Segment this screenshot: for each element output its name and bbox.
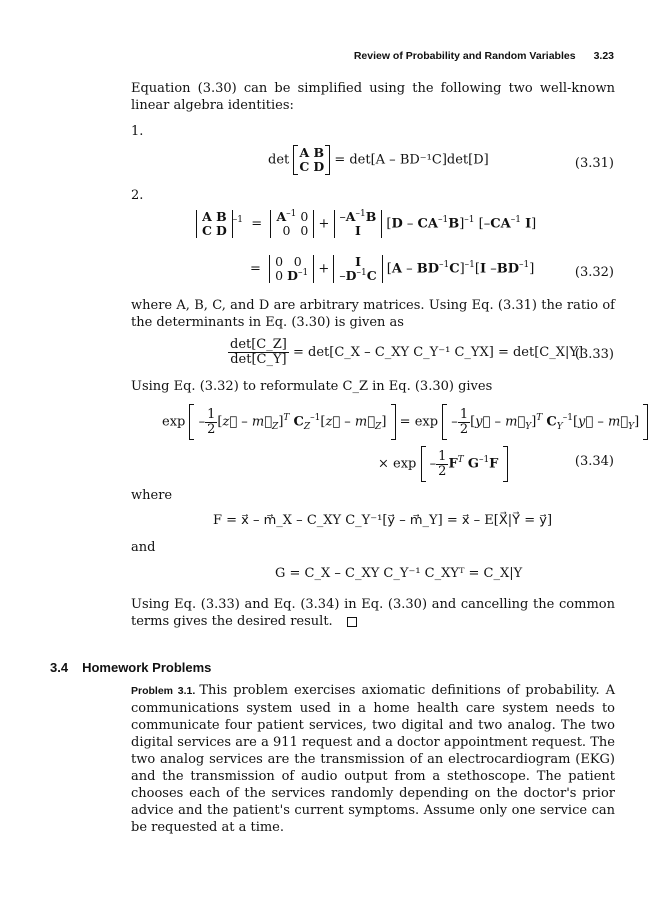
equation-3-33 (228, 338, 583, 367)
eqno-3-32: (3.32) (574, 265, 614, 280)
equation-3-34-line1: exp – $\frac{1}{2}$ [z⃗ – $m⃗_Z]^T$ $C_Z^{-1}[z⃗$ – $m⃗_Z] = \exp$ – $\frac{1}{2}$ [y⃗ – $m⃗_Y]^T$ $C_Y^{-1}[y⃗$ – $m⃗_Y$] (162, 404, 648, 440)
paragraph-conclusion (131, 596, 615, 630)
paragraph-reformulate: Using Eq. (3.32) to reformulate C_Z in Eq. (3.30) gives (131, 379, 493, 394)
conclusion-text: Using Eq. (3.33) and Eq. (3.34) in Eq. (3.30) and cancelling the common terms gives the desired result. (131, 597, 615, 629)
eq333-denominator: det[C_Y] (230, 352, 287, 367)
problem-label: Problem 3.1. (131, 685, 196, 697)
eqno-3-33: (3.33) (574, 347, 614, 362)
section-heading (50, 660, 211, 675)
equation-3-32-line1: A B C $D^{-1} = A^{-1}$ 0 0 $0 + -A^{-1}B$ I $[D - CA^{-1}B]^{-1}$ [$-CA^{-1}$ I] (196, 210, 536, 238)
problem-text: This problem exercises axiomatic definitions of probability. A communications system used in a home health care system needs to communicate four patient services, two digital and two analog. The two digital services are a 911 request and a doctor appointment request. The two analog services are the transmission of an electrocardiogram (EKG) and the transmission of audio output from a stethoscope. The patient chooses each of the services randomly depending on the doctor's prior advice and the patient's current symptoms. Assume only one service can be requested at a time. (131, 683, 615, 835)
equation-3-32-line2: = 0 0 0 $D^{-1} + I$ $-D^{-1}C$ $[A - BD^{-1}C]^{-1}[I$ $-BD^{-1}$] (250, 254, 535, 283)
intro-paragraph: Equation (3.30) can be simplified using the following two well-known linear algebra identities: (131, 81, 615, 113)
text-and: and (131, 540, 156, 555)
item-1-label: 1. (131, 124, 144, 139)
eq331-rhs: = det[A – BD⁻¹C]det[D] (334, 152, 489, 168)
equation-G: G = C_X – C_XY C_Y⁻¹ C_XYᵀ = C_X|Y (275, 566, 523, 581)
problem-3-1 (131, 682, 615, 836)
qed-box-icon (347, 617, 357, 627)
eqno-3-31: (3.31) (574, 156, 614, 171)
running-header (354, 50, 614, 62)
eqno-3-34: (3.34) (574, 454, 614, 469)
page-number: 3.23 (593, 50, 614, 62)
paragraph-where-abcd: where A, B, C, and D are arbitrary matrices. Using Eq. (3.31) the ratio of the determinants in Eq. (3.30) is given as (131, 298, 615, 330)
eq333-rhs: = det[C_X – C_XY C_Y⁻¹ C_YX] = det[C_X|Y] (293, 345, 584, 360)
equation-F: F = x⃗ – m⃗_X – C_XY C_Y⁻¹[y⃗ – m⃗_Y] = x⃗ – E[X⃗|Y⃗ = y⃗] (213, 513, 553, 528)
section-title: Homework Problems (82, 660, 212, 675)
equation-3-34-line2: × exp – $\frac{1}{2}$ $F^T$ $G^{-1}F$ (378, 446, 508, 482)
equation-3-31: det A B C D = det[A – BD⁻¹C]det[D] (268, 145, 489, 174)
eq331-det: det (268, 152, 290, 168)
section-number: 3.4 (50, 660, 69, 675)
eq333-numerator: det[C_Z] (230, 337, 287, 352)
text-where: where (131, 488, 173, 503)
item-2-label: 2. (131, 188, 144, 203)
running-title: Review of Probability and Random Variables (353, 50, 576, 62)
